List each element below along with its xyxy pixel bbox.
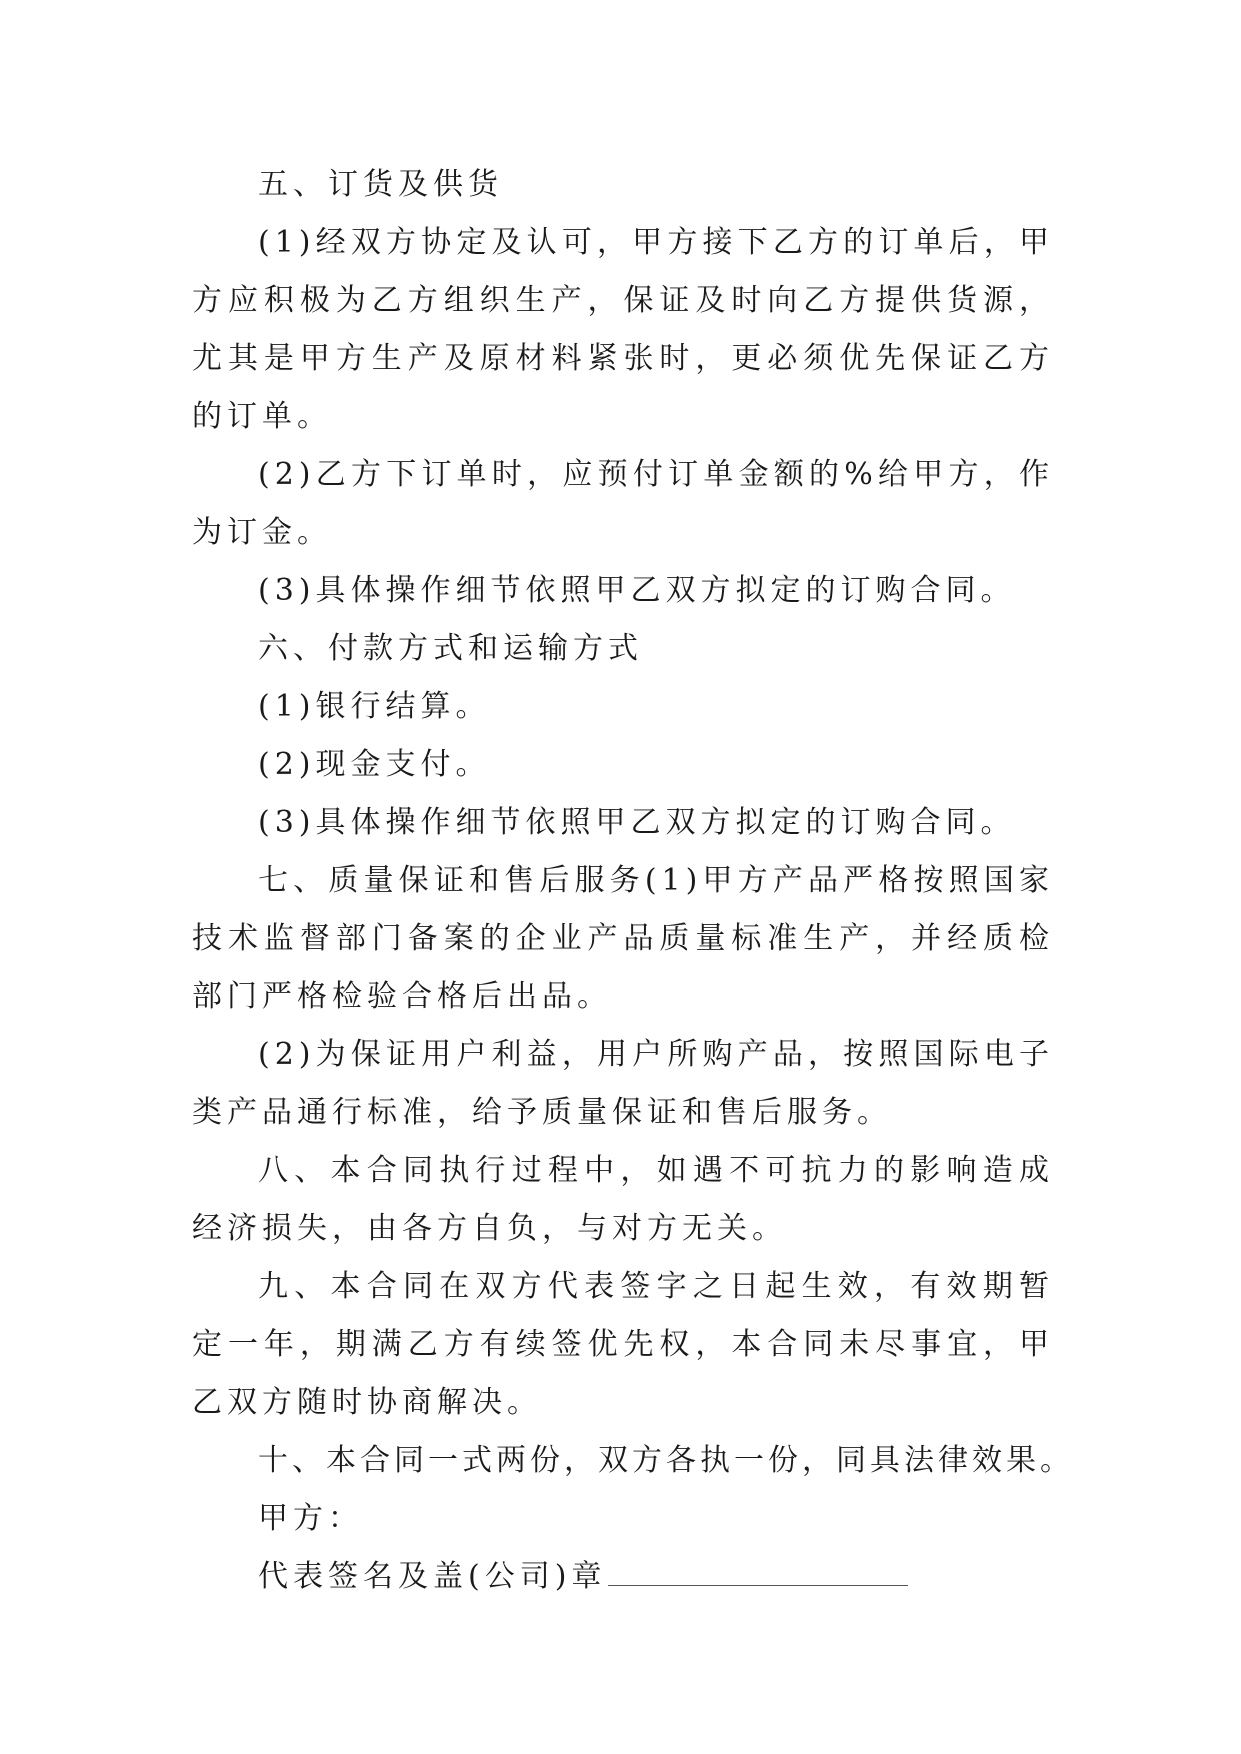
section-heading-payment: 六、付款方式和运输方式 bbox=[258, 631, 643, 666]
section-quality: 七、质量保证和售后服务(1)甲方产品严格按照国家技术监督部门备案的企业产品质量标准生产，并经质检部门严格检验合格后出品。 bbox=[192, 863, 1054, 1014]
clause-ordering-3: (3)具体操作细节依照甲乙双方拟定的订购合同。 bbox=[258, 573, 1016, 608]
section-copies: 十、本合同一式两份，双方各执一份，同具法律效果。 bbox=[258, 1443, 1074, 1478]
section-force-majeure: 八、本合同执行过程中，如遇不可抗力的影响造成经济损失，由各方自负，与对方无关。 bbox=[192, 1153, 1054, 1246]
section-heading-ordering: 五、订货及供货 bbox=[258, 167, 503, 202]
signature-line bbox=[192, 1548, 1054, 1606]
document-body bbox=[192, 156, 1074, 1606]
clause-quality-2: (2)为保证用户利益，用户所购产品，按照国际电子类产品通行标准，给予质量保证和售后服务。 bbox=[192, 1037, 1054, 1130]
clause-ordering-2: (2)乙方下订单时，应预付订单金额的%给甲方，作为订金。 bbox=[192, 457, 1054, 550]
party-a-label: 甲方： bbox=[258, 1501, 363, 1536]
signature-blank[interactable] bbox=[608, 1555, 908, 1586]
clause-ordering-1: (1)经双方协定及认可，甲方接下乙方的订单后，甲方应积极为乙方组织生产，保证及时向乙方提供货源，尤其是甲方生产及原材料紧张时，更必须优先保证乙方的订单。 bbox=[192, 225, 1054, 434]
clause-payment-1: (1)银行结算。 bbox=[258, 689, 491, 724]
signature-label: 代表签名及盖(公司)章 bbox=[258, 1559, 607, 1594]
clause-payment-3: (3)具体操作细节依照甲乙双方拟定的订购合同。 bbox=[258, 805, 1016, 840]
clause-payment-2: (2)现金支付。 bbox=[258, 747, 491, 782]
section-validity: 九、本合同在双方代表签字之日起生效，有效期暂定一年，期满乙方有续签优先权，本合同未尽事宜，甲乙双方随时协商解决。 bbox=[192, 1269, 1054, 1420]
